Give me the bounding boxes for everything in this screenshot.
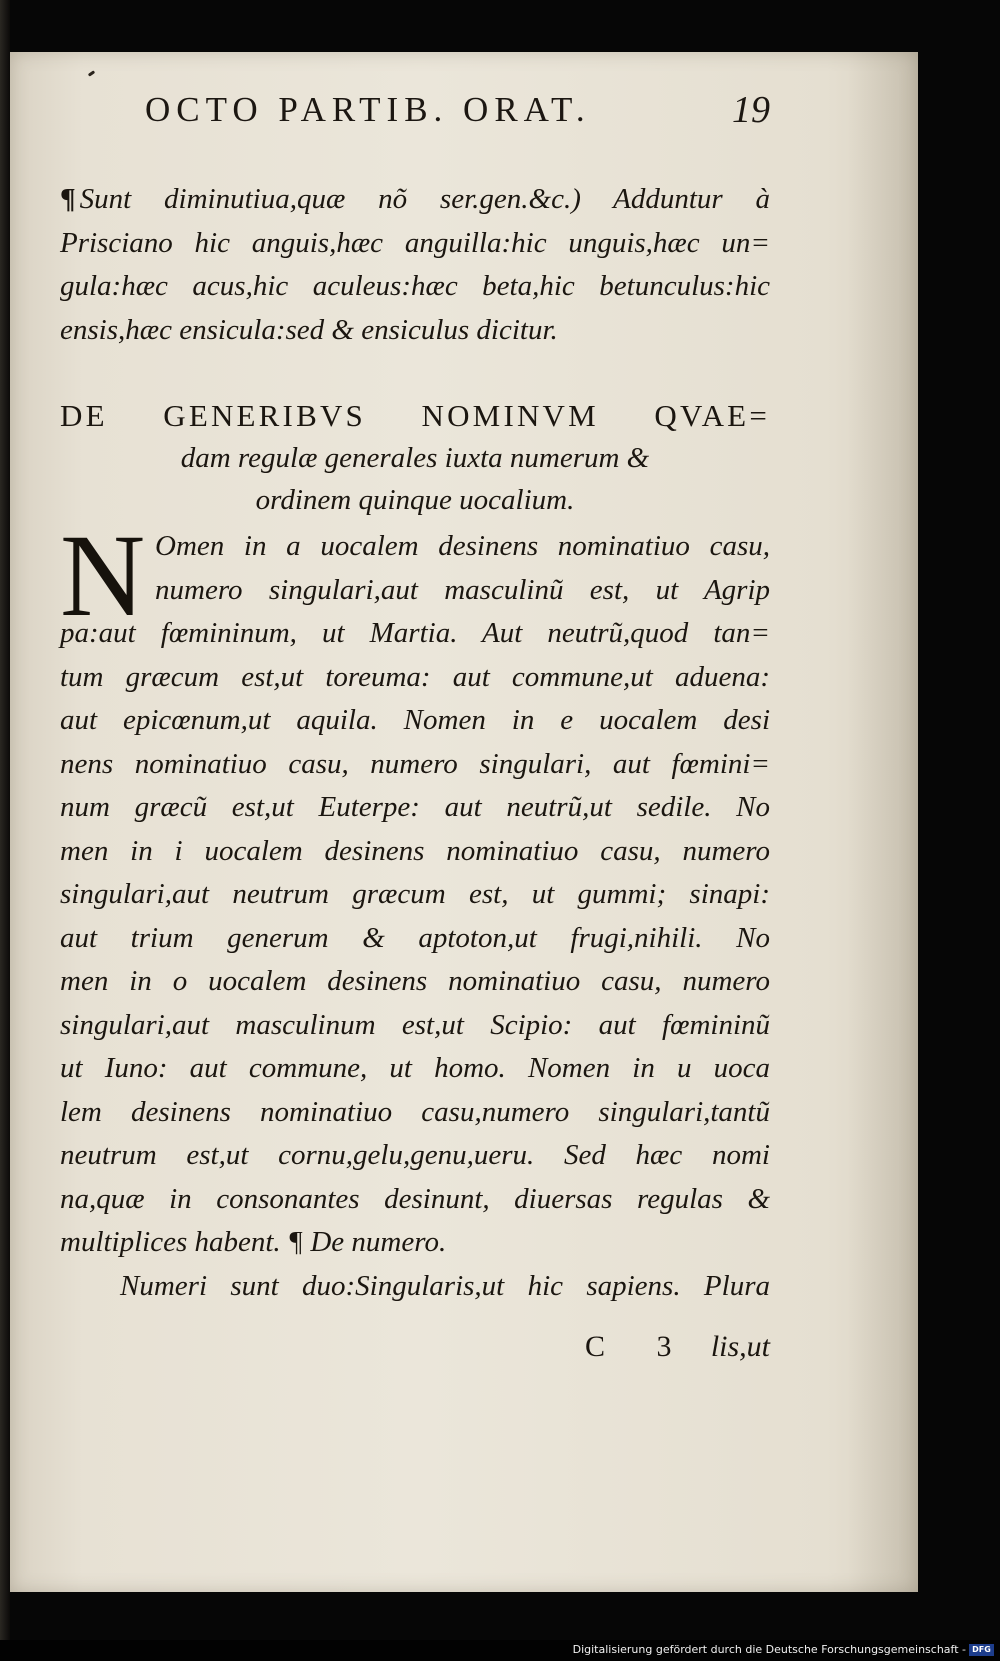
text-line: na,quæ in consonantes desinunt, diuersas regulas & bbox=[60, 1182, 770, 1215]
heading-line-2: dam regulæ generales iuxta numerum & bbox=[180, 442, 650, 474]
heading-line-1: DE GENERIBVS NOMINVM QVAE= bbox=[60, 398, 770, 433]
section-heading bbox=[60, 395, 770, 521]
text-line: ¶ Sunt diminutiua,quæ nõ ser.gen.&c.) Adduntur à bbox=[60, 183, 770, 215]
text-line-numeri: Numeri sunt duo:Singularis,ut hic sapiens. Plura bbox=[120, 1269, 770, 1302]
book-spine-edge bbox=[0, 0, 10, 1661]
drop-capital: N bbox=[60, 510, 146, 641]
signature-mark: C 3 bbox=[585, 1330, 694, 1363]
dfg-logo-icon: DFG bbox=[969, 1644, 994, 1656]
text-line: tum græcum est,ut toreuma: aut commune,ut aduena: bbox=[60, 660, 770, 693]
text-line: lem desinens nominatiuo casu,numero singulari,tantũ bbox=[60, 1095, 770, 1128]
catchline bbox=[60, 1330, 770, 1374]
text-line: nens nominatiuo casu, numero singulari, aut fœmini= bbox=[60, 747, 770, 780]
running-head bbox=[130, 90, 770, 130]
funding-credit: Digitalisierung gefördert durch die Deutsche Forschungsgemeinschaft - bbox=[572, 1643, 966, 1656]
text-line: ut Iuno: aut commune, ut homo. Nomen in u uoca bbox=[60, 1052, 770, 1084]
main-paragraph bbox=[60, 510, 770, 1308]
text-line: men in i uocalem desinens nominatiuo casu, numero bbox=[60, 834, 770, 867]
folio-number: 19 bbox=[732, 89, 770, 131]
ink-mark bbox=[88, 70, 95, 76]
footer-strip bbox=[0, 1640, 1000, 1661]
text-line: gula:hæc acus,hic aculeus:hæc beta,hic betunculus:hic bbox=[60, 270, 770, 302]
text-line: ensis,hæc ensicula:sed & ensiculus dicitur. bbox=[60, 313, 558, 346]
text-line: Omen in a uocalem desinens nominatiuo casu, bbox=[155, 530, 770, 562]
text-line: men in o uocalem desinens nominatiuo casu, numero bbox=[60, 965, 770, 997]
pilcrow-mark: ¶ bbox=[60, 183, 76, 215]
catchword: lis,ut bbox=[710, 1330, 770, 1363]
heading-line-3: ordinem quinque uocalium. bbox=[255, 484, 575, 516]
text-line: num græcũ est,ut Euterpe: aut neutrũ,ut sedile. No bbox=[60, 791, 770, 823]
page-edge-shadow bbox=[848, 52, 918, 1592]
text-line: singulari,aut neutrum græcum est, ut gummi; sinapi: bbox=[60, 878, 770, 910]
first-paragraph bbox=[60, 178, 770, 352]
text-line: Prisciano hic anguis,hæc anguilla:hic unguis,hæc un= bbox=[60, 226, 770, 259]
running-head-title: OCTO PARTIB. ORAT. bbox=[145, 90, 591, 129]
text-line: aut epicœnum,ut aquila. Nomen in e uocalem desi bbox=[60, 704, 770, 736]
text-line: aut trium generum & aptoton,ut frugi,nihili. No bbox=[60, 921, 770, 954]
text-line: multiplices habent. ¶ De numero. bbox=[60, 1226, 447, 1258]
text-line: singulari,aut masculinum est,ut Scipio: aut fœmininũ bbox=[60, 1008, 770, 1041]
text-line: neutrum est,ut cornu,gelu,genu,ueru. Sed hæc nomi bbox=[60, 1139, 770, 1171]
text-line: numero singulari,aut masculinũ est, ut Agrip bbox=[155, 573, 770, 606]
text-line: pa:aut fœmininum, ut Martia. Aut neutrũ,quod tan= bbox=[60, 617, 770, 649]
